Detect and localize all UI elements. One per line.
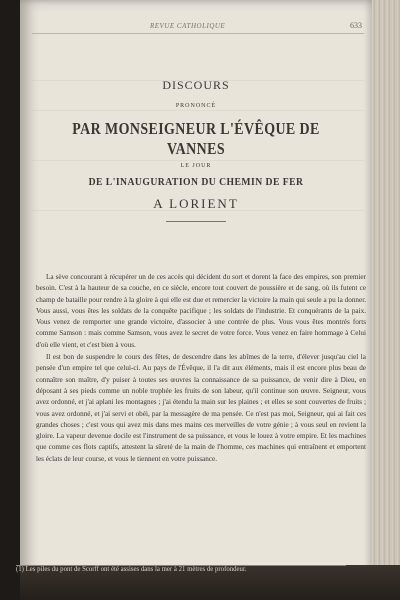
header-rule [32,33,364,34]
occasion-heading: DE L'INAUGURATION DU CHEMIN DE FER [88,177,304,188]
running-title: REVUE CATHOLIQUE [150,22,226,30]
place-heading: A LORIENT [153,196,239,211]
title-rule [166,221,226,222]
prononce-line: PRONONCÉ [175,103,217,109]
paragraph: Il est bon de suspendre le cours des fêtes, de descendre dans les abîmes de la terre, d'élever jusqu'au ciel la pensée d'un empire tel que celui-ci. Au pays de l'Évêque, il l'a dit aux éléments, mais il est encore plus beau de connaître son maître, d'y puiser à toutes ses œuvres la connaissance de sa puissance, de venir dire à Dieu, en déposant à ses pieds comme un noble trophée les fruits de son labeur, qu'il continue son œuvre. Seigneur, vous avez ordonné, et j'ai aplani les montagnes ; j'ai étendu la main sur les plaines ; et elles se sont couvertes de fruits ; vous avez ordonné, et j'ai servi et obéi, par la messagère de ma pensée. Ce n'est pas moi, Seigneur, qui ai fait ces grandes choses ; c'est vous qui avez mis dans mes mains ces merveilles de votre génie ; à vous seul en revient la gloire. La vapeur devenue docile est l'instrument de sa puissance, et vous le louez à votre empire. Et les machines que comme ces flots captifs, attestent la sûreté de la main de l'homme, ces machines qui entraînent et emportent les éclats de leur course, et vous le tiennent en votre puissance. [36,353,366,463]
footnote: (1) Les piles du pont de Scorff ont été assises dans la mer à 21 mètres de profondeur. [16,566,247,573]
paragraph: La sève concourant à récupérer un de ces accès qui décident du sort et dorent la face des empires, son premier besoin. C'est à la hauteur de sa couche, en ce siècle, encore tout couvert de poussière et de sang, où ils futent ce champ de bataille pour rendre à la gloire à qui elle est due et remercier la victoire la main qui seule a pu la donner. Vous aussi, vous êtes les soldats de la conquête pacifique ; les soldats de l'industrie. Et conquérants de la paix. Vous venez de remporter une grande victoire, d'associer à une contrée de plus. Vous vous êtes montrés forts comme Samson : mais comme Samson, vous avez le secret de votre force. Vous venez en faire hommage à Celui d'où elle vient, et c'est bien à vous. [36,273,366,349]
page-number: 633 [350,21,362,30]
le-jour-line: LE JOUR [180,163,212,169]
book-page [20,0,372,600]
discours-heading: DISCOURS [162,78,230,92]
title-block [20,70,372,222]
author-heading: PAR MONSEIGNEUR L'ÉVÊQUE DE VANNES [72,119,320,158]
body-text [36,272,366,465]
